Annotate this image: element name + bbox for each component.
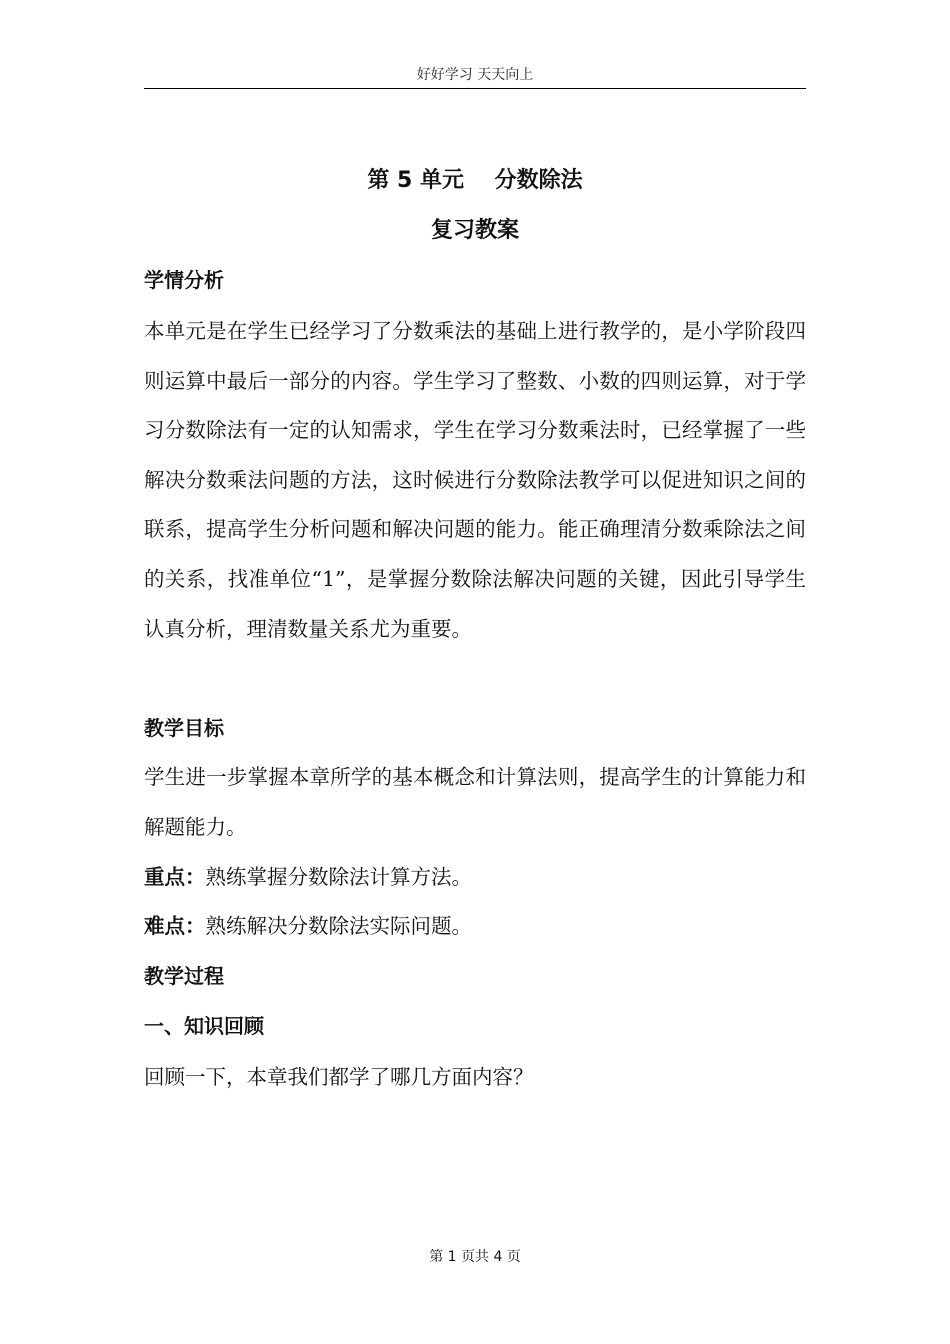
analysis-paragraph: 本单元是在学生已经学习了分数乘法的基础上进行教学的，是小学阶段四则运算中最后一部分的内容。学生学习了整数、小数的四则运算，对于学习分数除法有一定的认知需求，学生在学习分数乘法时，已经掌握了一些解决分数乘法问题的方法，这时候进行分数除法教学可以促进知识之间的联系，提高学生分析问题和解决问题的能力。能正确理清分数乘除法之间的关系，找准单位“1”，是掌握分数除法解决问题的关键，因此引导学生认真分析，理清数量关系尤为重要。	[144, 319, 806, 641]
section-heading-goals: 教学目标	[144, 716, 224, 740]
difficulty-text: 熟练解决分数除法实际问题。	[205, 914, 472, 938]
key-point-line	[144, 862, 472, 892]
process-paragraph: 回顾一下，本章我们都学了哪几方面内容？	[144, 1065, 534, 1089]
section-heading-process: 教学过程	[144, 964, 224, 988]
goals-paragraph: 学生进一步掌握本章所学的基本概念和计算法则，提高学生的计算能力和解题能力。	[144, 765, 806, 839]
page-footer: 第 1 页共 4 页	[429, 1249, 521, 1265]
unit-title: 第 5 单元 分数除法	[367, 168, 583, 193]
header-divider	[144, 88, 806, 89]
key-point-label: 重点：	[144, 865, 206, 889]
section-heading-analysis: 学情分析	[144, 268, 224, 292]
process-subheading: 一、知识回顾	[144, 1014, 264, 1038]
key-point-text: 熟练掌握分数除法计算方法。	[205, 865, 472, 889]
difficulty-label: 难点：	[144, 914, 206, 938]
lesson-title: 复习教案	[430, 218, 519, 243]
page-header: 好好学习 天天向上	[416, 67, 534, 83]
difficulty-line	[144, 911, 472, 941]
